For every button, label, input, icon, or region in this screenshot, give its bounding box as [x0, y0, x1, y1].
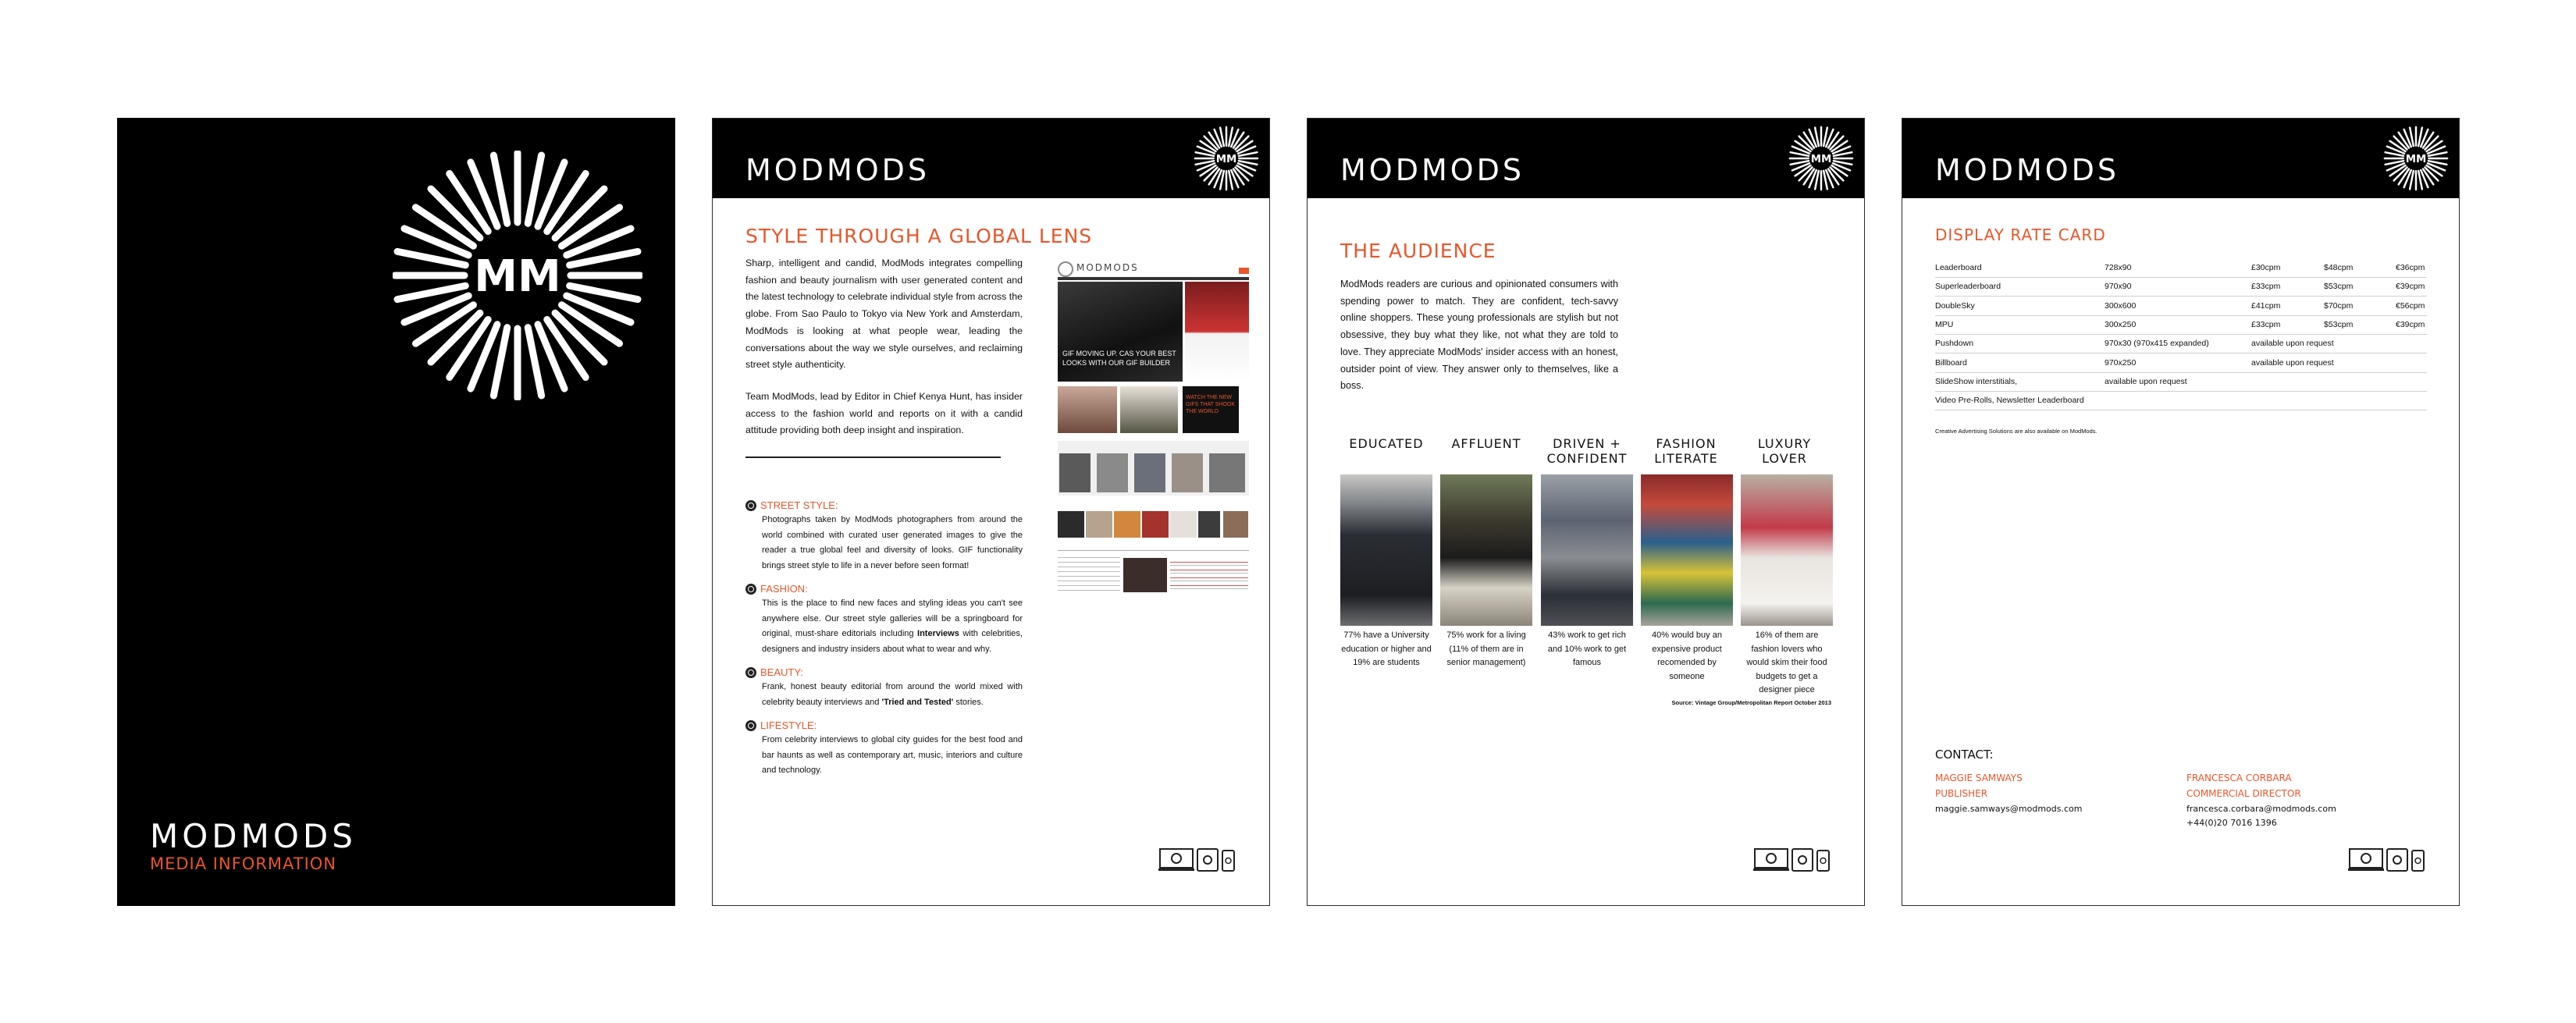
- driven-photo: [1541, 474, 1633, 626]
- column-heading: EDUCATED: [1349, 436, 1424, 451]
- section-heading: BEAUTY:: [760, 666, 803, 678]
- section-body: Photographs taken by ModMods photographers from around the world combined with curated user generated images to give the reader a true global feel and diversity of looks. GIF functionality brings street style to life in a never before seen format!: [762, 515, 1023, 570]
- mock-logo-icon: [1058, 261, 1073, 277]
- audience-page: [1307, 118, 1865, 906]
- rate-cell: Superleaderboard: [1935, 282, 2001, 292]
- stat-caption: 75% work for a living (11% of them are in senior management): [1446, 630, 1526, 667]
- mock-accent-tab: [1239, 268, 1249, 274]
- rate-cell: 300x600: [2105, 300, 2137, 311]
- section-body: From celebrity interviews to global city guides for the best food and bar haunts as well as contemporary art, music, interiors and culture and technology.: [762, 735, 1023, 775]
- column-heading: AFFLUENT: [1451, 436, 1521, 451]
- page-header: [713, 119, 1269, 198]
- rate-cell: €36cpm: [2396, 263, 2425, 272]
- contact-role: COMMERCIAL DIRECTOR: [2186, 788, 2301, 799]
- creative-note: Creative Advertising Solutions are also available on ModMods.: [1935, 428, 2097, 435]
- devices-icon: [2348, 847, 2426, 872]
- rate-cell: £33cpm: [2251, 319, 2281, 329]
- rate-row: [1935, 258, 2427, 278]
- rate-cell: Billboard: [1935, 357, 1967, 368]
- mock-hero-image: [1058, 282, 1183, 382]
- intro-paragraph-2: Team ModMods, lead by Editor in Chief Kenya Hunt, has insider access to the fashion world and reports on it with a candid attitude providing both deep insight and inspiration.: [745, 391, 1023, 436]
- column-heading: LUXURY LOVER: [1757, 436, 1812, 466]
- column-heading: DRIVEN + CONFIDENT: [1546, 436, 1628, 466]
- mock-article-list: [1058, 553, 1120, 591]
- rate-cell: available upon request: [2105, 376, 2187, 386]
- page-title: THE AUDIENCE: [1340, 240, 1496, 262]
- contact-email[interactable]: maggie.samways@modmods.com: [1935, 804, 2083, 814]
- mock-gallery-strip: [1058, 505, 1249, 539]
- mock-nav-bar: [1058, 277, 1249, 280]
- mock-hero-caption: GIF MOVING UP. CAS YOUR BEST LOOKS WITH OUR GIF BUILDER: [1062, 350, 1176, 367]
- contact-card: [1935, 770, 2082, 817]
- stat-caption: 43% work to get rich and 10% work to get famous: [1547, 630, 1627, 667]
- bullet-icon: [745, 584, 756, 595]
- mock-thumb: [1120, 386, 1178, 433]
- cover-title: MODMODS: [150, 817, 357, 855]
- mock-thumb: [1123, 558, 1167, 592]
- mock-side-image: [1185, 282, 1249, 382]
- devices-icon: [1753, 847, 1831, 872]
- brand-wordmark: MODMODS: [1935, 153, 2120, 187]
- rate-cell: 728x90: [2105, 263, 2132, 272]
- audience-paragraph: ModMods readers are curious and opinionated consumers with spending power to match. They are confident, tech-savvy online shoppers. These young professionals are stylish but not obsessive, they buy what they like, not what they are told to love. They appreciate ModMods' insider access with an honest, outsider point of view. They answer only to themselves, like a boss.: [1340, 279, 1618, 392]
- modmods-logo-icon: [1788, 125, 1855, 192]
- rate-cell: £30cpm: [2251, 263, 2281, 272]
- mock-promo-text: WATCH THE NEW GIFS THAT SHOOK THE WORLD: [1186, 395, 1236, 414]
- beauty-section: [745, 666, 1023, 710]
- rate-cell: $48cpm: [2324, 263, 2354, 272]
- page-title: DISPLAY RATE CARD: [1935, 226, 2106, 244]
- modmods-logo-icon: [2382, 125, 2450, 192]
- mock-thumb: [1058, 386, 1117, 433]
- rate-cell: $70cpm: [2324, 300, 2354, 311]
- contact-email[interactable]: francesca.corbara@modmods.com: [2186, 804, 2336, 814]
- brand-wordmark: MODMODS: [1340, 153, 1525, 187]
- devices-icon: [1158, 847, 1236, 872]
- fashion-section: [745, 583, 1023, 657]
- svg-text:MM: MM: [474, 251, 561, 302]
- stat-caption: 40% would buy an expensive product recomended by someone: [1652, 630, 1722, 681]
- stat-caption: 16% of them are fashion lovers who would skim their food budgets to get a designer piece: [1746, 630, 1827, 694]
- cover-page: [117, 118, 675, 906]
- bullet-icon: [745, 667, 756, 678]
- rate-cell: £33cpm: [2251, 282, 2281, 292]
- contact-heading: CONTACT:: [1935, 748, 1994, 762]
- rate-cell: DoubleSky: [1935, 300, 1975, 311]
- contact-role: PUBLISHER: [1935, 788, 1988, 799]
- svg-text:MM: MM: [2405, 153, 2427, 165]
- contact-card: [2186, 770, 2336, 829]
- modmods-logo-icon: [393, 151, 642, 400]
- fashion-literate-photo: [1641, 474, 1733, 626]
- bullet-icon: [745, 720, 756, 731]
- rate-cell: £41cpm: [2251, 300, 2281, 311]
- rate-cell: 970x90: [2105, 282, 2132, 292]
- brand-wordmark: MODMODS: [745, 153, 930, 187]
- rate-row: [1935, 277, 2427, 297]
- educated-photo: [1340, 474, 1432, 626]
- svg-text:MM: MM: [1810, 153, 1832, 165]
- rate-cell: MPU: [1935, 319, 1954, 329]
- section-body: This is the place to find new faces and styling ideas you can't see anywhere else. Our street style galleries will be a springboard for original, must-share editorials including Interviews with celebrities, designers and industry insiders about what to wear and why.: [762, 599, 1023, 654]
- luxury-lover-photo: [1741, 474, 1833, 626]
- rate-cell: €56cpm: [2396, 300, 2425, 311]
- source-note: Source: Vintage Group/Metropolitan Report October 2013: [1671, 699, 1831, 706]
- rate-row: [1935, 391, 2427, 410]
- divider: [745, 456, 1001, 458]
- rate-row: [1935, 315, 2427, 335]
- bullet-icon: [745, 500, 756, 511]
- rate-card-page: [1902, 118, 2460, 906]
- rate-cell: available upon request: [2251, 339, 2334, 349]
- rate-cell: €39cpm: [2396, 319, 2425, 329]
- rate-cell: $53cpm: [2324, 282, 2354, 292]
- rate-cell: available upon request: [2251, 357, 2334, 368]
- rate-row: [1935, 297, 2427, 316]
- rate-cell: $53cpm: [2324, 319, 2354, 329]
- page-title: STYLE THROUGH A GLOBAL LENS: [745, 225, 1093, 247]
- website-mockup: [1058, 255, 1249, 638]
- intro-paragraph-1: Sharp, intelligent and candid, ModMods integrates compelling fashion and beauty journalism with user generated content and the latest technology to celebrate individual style from across the globe. From Sao Paulo to Tokyo via New York and Amsterdam, ModMods is looking at what people wear, leading the conversations about the way we style ourselves, and reclaiming street style authenticity.: [745, 258, 1023, 371]
- section-body: Frank, honest beauty editorial from around the world mixed with celebrity beauty interviews and 'Tried and Tested' stories.: [762, 682, 1023, 707]
- affluent-photo: [1440, 474, 1532, 626]
- rate-cell: 300x250: [2105, 319, 2137, 329]
- rate-cell: Pushdown: [1935, 339, 1974, 349]
- page-header: [1902, 119, 2459, 198]
- style-page: [712, 118, 1270, 906]
- contact-name: FRANCESCA CORBARA: [2186, 773, 2292, 783]
- column-heading: FASHION LITERATE: [1654, 436, 1718, 466]
- rate-row: [1935, 334, 2427, 353]
- cover-subtitle: MEDIA INFORMATION: [150, 854, 337, 873]
- rate-cell: Leaderboard: [1935, 263, 1982, 272]
- mock-logo-text: MODMODS: [1076, 262, 1139, 273]
- mock-street-strip: [1058, 441, 1249, 496]
- rate-cell: Video Pre-Rolls, Newsletter Leaderboard: [1935, 396, 2084, 406]
- rate-cell: 970x30 (970x415 expanded): [2105, 339, 2209, 349]
- rate-cell: SlideShow interstitials,: [1935, 376, 2018, 386]
- mock-promo: [1183, 386, 1239, 433]
- modmods-logo-icon: [1193, 125, 1260, 192]
- rate-row: [1935, 353, 2427, 373]
- rate-cell: €39cpm: [2396, 282, 2425, 292]
- rate-row: [1935, 372, 2427, 392]
- section-heading: FASHION:: [760, 583, 808, 595]
- mock-article-list: [1170, 558, 1248, 589]
- section-heading: LIFESTYLE:: [760, 719, 817, 731]
- street-style-section: [745, 499, 1023, 574]
- lifestyle-section: [745, 719, 1023, 779]
- feature-list: [745, 499, 1023, 779]
- svg-text:MM: MM: [1215, 153, 1237, 165]
- contact-name: MAGGIE SAMWAYS: [1935, 773, 2023, 783]
- section-heading: STREET STYLE:: [760, 499, 838, 511]
- contact-phone: +44(0)20 7016 1396: [2186, 818, 2277, 828]
- page-header: [1308, 119, 1864, 198]
- stat-caption: 77% have a University education or higher and 19% are students: [1341, 630, 1432, 667]
- rate-cell: 970x250: [2105, 357, 2137, 368]
